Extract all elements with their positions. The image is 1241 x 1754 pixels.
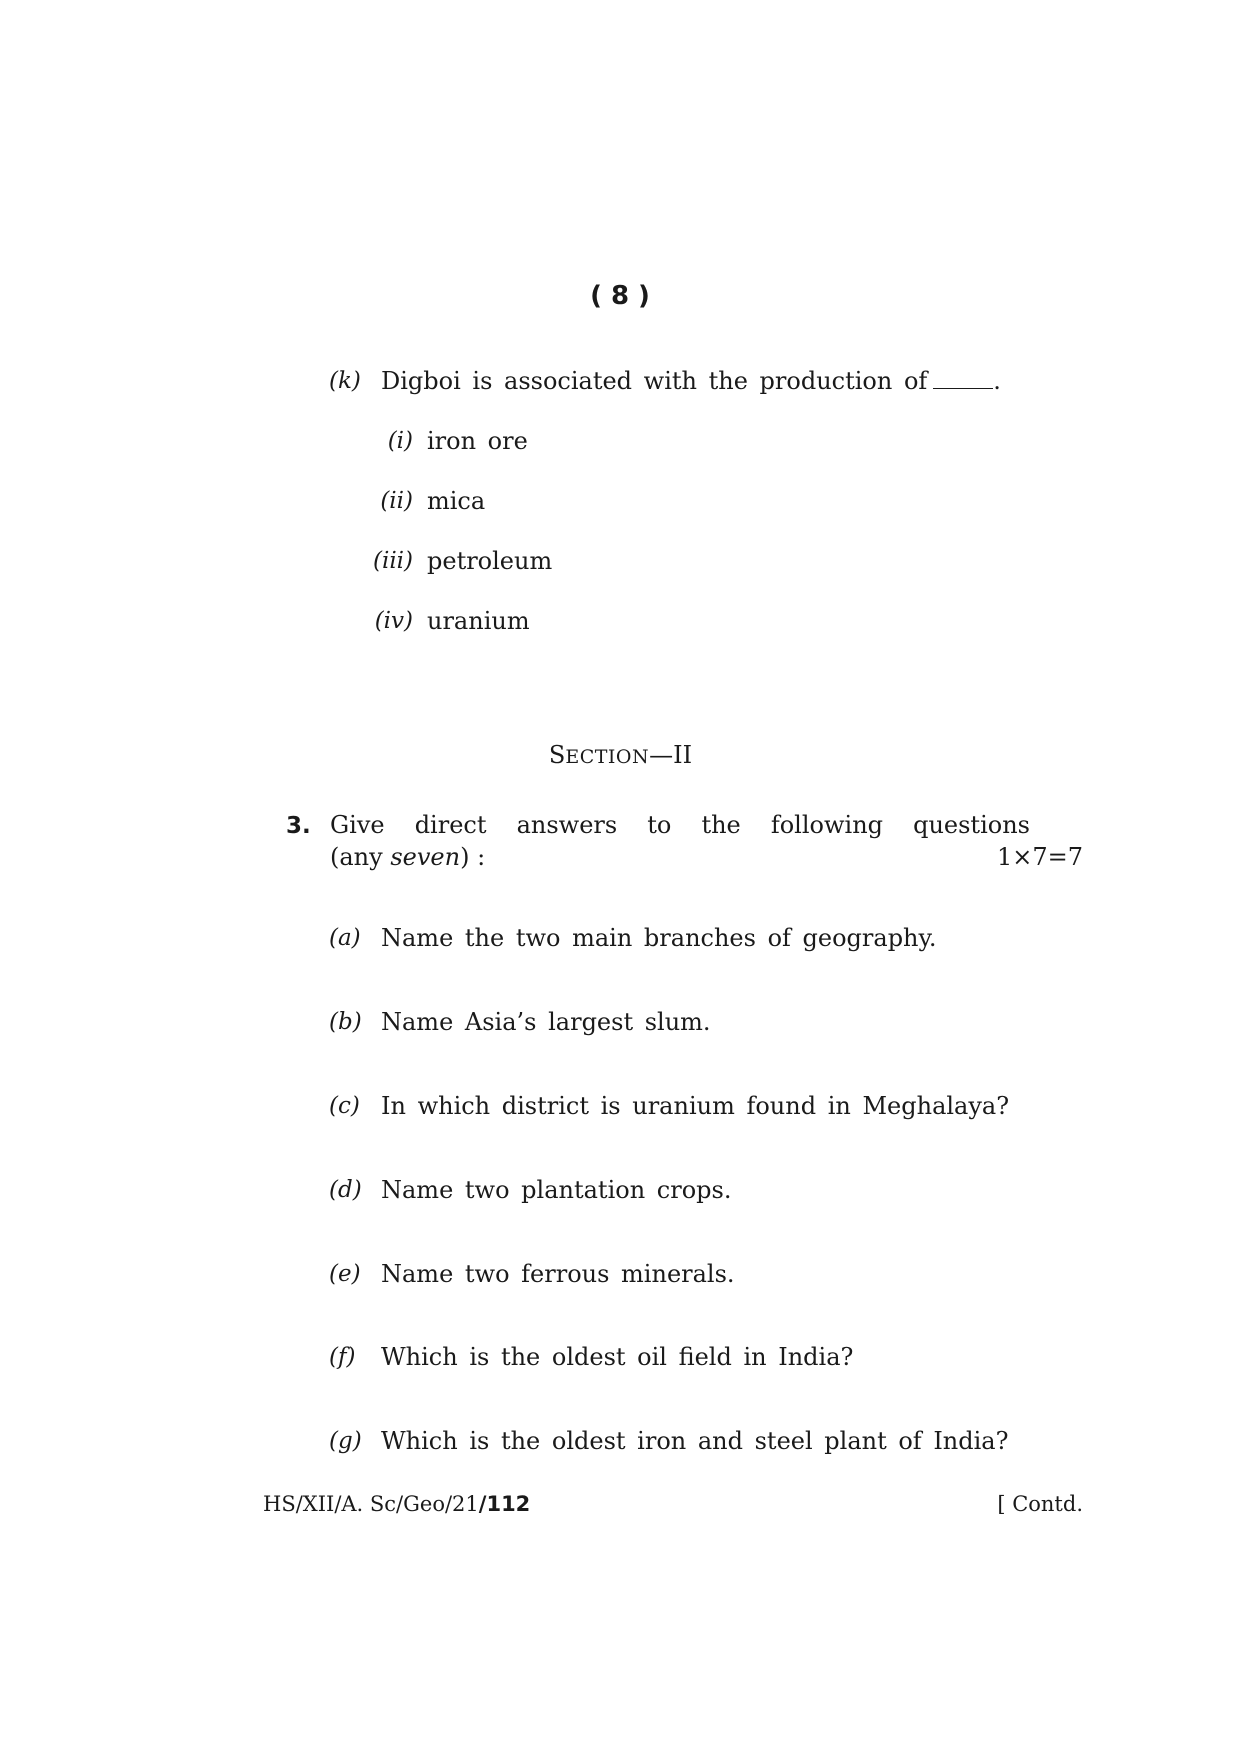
paren-open: ( — [590, 281, 603, 311]
question-k-text — [381, 367, 1001, 395]
item-marker: (c) — [329, 1093, 360, 1119]
question-3-instruction-line1 — [330, 811, 1030, 839]
instruction-word: the — [701, 811, 741, 839]
item-marker: (e) — [329, 1261, 361, 1287]
item-text: Name two ferrous minerals. — [381, 1260, 735, 1288]
question-k-stem: Digboi is associated with the production of — [381, 367, 928, 395]
instruction-word: following — [770, 811, 884, 839]
item-text: Name the two main branches of geography. — [381, 924, 937, 952]
instruction-word: direct — [414, 811, 487, 839]
section-heading-number: —II — [649, 741, 693, 769]
answer-blank — [933, 368, 993, 389]
question-k-end: . — [993, 367, 1001, 395]
section-heading-initial: S — [548, 741, 566, 769]
instruction-word: to — [647, 811, 672, 839]
marks-allocation: 1×7=7 — [996, 843, 1083, 871]
question-3-number: 3. — [286, 813, 311, 839]
continued-note: [ Contd. — [997, 1492, 1083, 1516]
paper-code — [263, 1492, 530, 1516]
paper-code-number: /112 — [478, 1492, 531, 1516]
item-text: Which is the oldest iron and steel plant of India? — [381, 1427, 1009, 1455]
item-text: Name Asia’s largest slum. — [381, 1008, 711, 1036]
item-marker: (b) — [329, 1009, 362, 1035]
instruction-choice-count: seven — [390, 843, 461, 871]
instruction-choice — [330, 843, 485, 871]
item-marker: (g) — [329, 1428, 362, 1454]
paper-code-prefix: HS/XII/A. Sc/Geo/21 — [263, 1492, 479, 1516]
instruction-word: questions — [913, 811, 1030, 839]
instruction-choice-open: (any — [330, 843, 383, 871]
option-text: petroleum — [427, 547, 553, 575]
page-number-value: 8 — [610, 281, 631, 311]
instruction-word: Give — [330, 811, 385, 839]
item-text: Which is the oldest oil field in India? — [381, 1343, 854, 1371]
paren-close: ) — [638, 281, 651, 311]
option-text: iron ore — [427, 427, 528, 455]
question-3-instruction-line2 — [330, 843, 1083, 871]
option-marker: (iii) — [372, 548, 413, 574]
option-text: uranium — [427, 607, 530, 635]
option-marker: (i) — [387, 428, 413, 454]
question-k-marker: (k) — [329, 368, 361, 394]
instruction-choice-close: ) : — [460, 843, 486, 871]
section-heading-rest: ECTION — [565, 746, 650, 768]
item-text: In which district is uranium found in Meghalaya? — [381, 1092, 1010, 1120]
option-marker: (iv) — [374, 608, 413, 634]
item-marker: (a) — [329, 925, 361, 951]
item-text: Name two plantation crops. — [381, 1176, 732, 1204]
item-marker: (d) — [329, 1177, 362, 1203]
page-number — [0, 281, 1241, 311]
section-heading — [0, 741, 1241, 769]
item-marker: (f) — [329, 1344, 356, 1370]
option-marker: (ii) — [380, 488, 413, 514]
option-text: mica — [427, 487, 486, 515]
instruction-word: answers — [516, 811, 618, 839]
